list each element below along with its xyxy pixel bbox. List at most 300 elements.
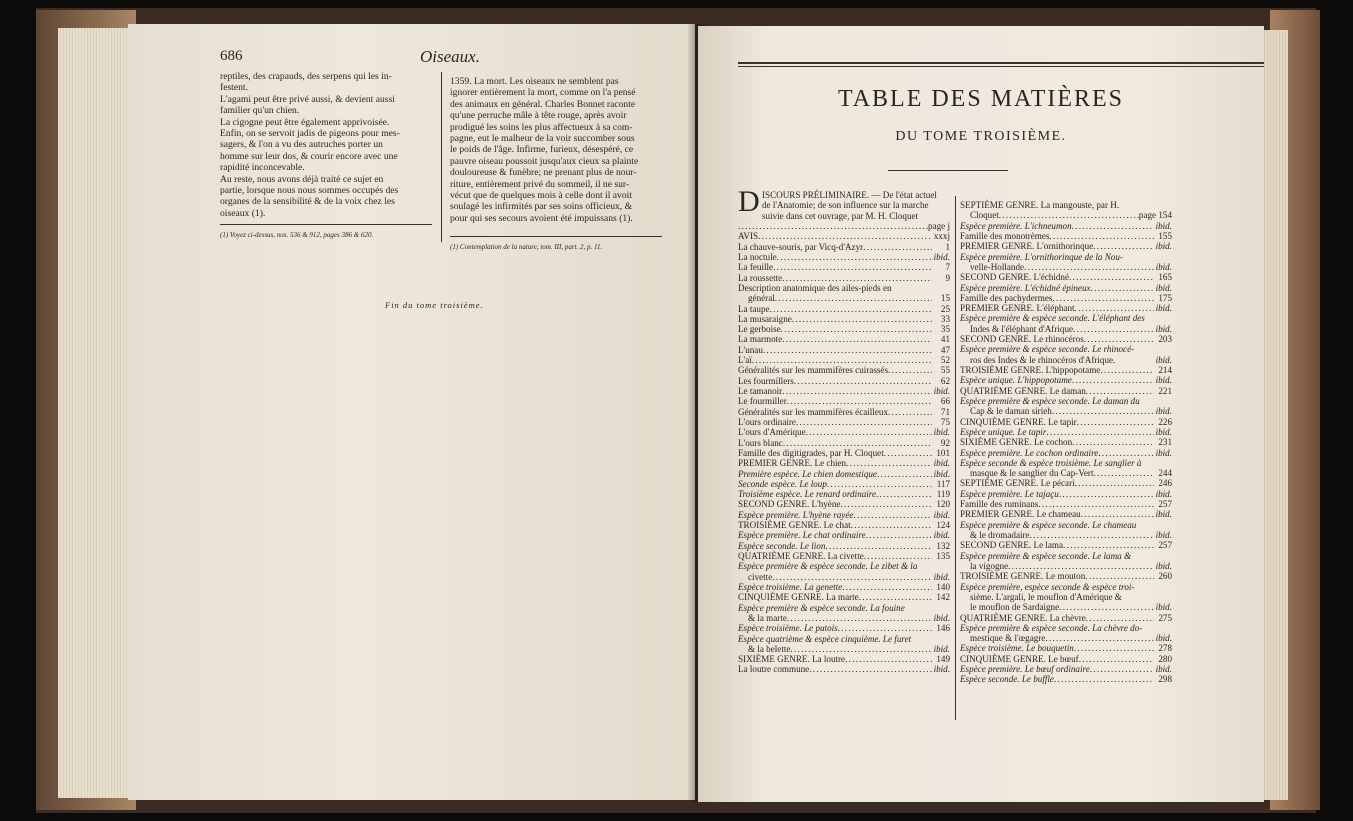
toc-leader-dots <box>752 355 932 365</box>
toc-entry <box>738 252 950 262</box>
toc-entry-page: 221 <box>1158 385 1172 396</box>
toc-entry-title: Espèce seconde & espèce troisième. Le sanglier à <box>960 457 1142 468</box>
toc-entry-page: ibid. <box>1155 530 1172 540</box>
toc-entry-page: ibid. <box>1155 220 1172 231</box>
toc-leader-dots <box>840 499 932 509</box>
toc-entry-title: CINQUIÈME GENRE. Le tapir <box>960 416 1077 427</box>
toc-leader-dots <box>787 396 932 406</box>
text-line: ISCOURS PRÉLIMINAIRE. — De l'état actuel <box>762 190 937 200</box>
toc-entry <box>960 530 1172 540</box>
toc-entry <box>738 479 950 489</box>
toc-entry-title: Espèce seconde. Le lion <box>738 540 826 551</box>
left-page-column-2 <box>450 76 664 224</box>
text-line: familier qu'un chien. <box>220 105 300 117</box>
toc-entry <box>960 200 1172 210</box>
toc-entry-title: Espèce première. Le chat ordinaire <box>738 530 866 541</box>
toc-entry-page: 55 <box>940 365 950 376</box>
toc-entry-page: ibid. <box>1155 323 1172 334</box>
toc-entry-title: Première espèce. Le chien domestique <box>738 468 877 479</box>
toc-entry-title: velle-Hollande <box>970 261 1025 272</box>
text-line: pauvre oiseau poussoit jusqu'aux cieux sa plainte <box>450 155 639 167</box>
toc-entry <box>960 602 1172 612</box>
toc-entry-page: ibid. <box>1155 282 1172 293</box>
toc-entry-page: 226 <box>1158 416 1172 427</box>
text-line: Enfin, on se servoit jadis de pigeons pour mes- <box>220 128 400 140</box>
toc-entry <box>738 520 950 530</box>
toc-leader-dots <box>777 252 932 262</box>
toc-entry-page: xxxj <box>933 231 950 242</box>
toc-entry-title: SECOND GENRE. Le rhinocéros <box>960 334 1084 345</box>
text-line: soulagé les infirmités par ses soins officieux, & <box>450 201 633 213</box>
toc-entry-page <box>932 561 950 571</box>
toc-entry-page <box>932 634 950 644</box>
toc-entry-page: ibid. <box>933 571 950 582</box>
toc-entry-page: 278 <box>1158 643 1172 654</box>
toc-entry-page: 257 <box>1158 499 1172 510</box>
toc-entry-title: masque & le sanglier du Cap-Vert <box>970 468 1094 479</box>
toc-entry-page: 142 <box>936 592 950 603</box>
toc-entry-page: ibid. <box>1155 488 1172 499</box>
toc-column-left <box>738 221 950 675</box>
toc-entry-page: ibid. <box>1155 560 1172 571</box>
toc-entry <box>960 417 1172 427</box>
toc-entry-title: La musaraigne <box>738 313 792 324</box>
toc-leader-dots <box>1074 643 1154 653</box>
toc-entry-page: 66 <box>940 396 950 407</box>
toc-leader-dots <box>888 365 932 375</box>
toc-leader-dots <box>1086 386 1154 396</box>
toc-entry <box>738 293 950 303</box>
toc-leader-dots <box>864 551 932 561</box>
toc-entry-page: 9 <box>945 272 950 283</box>
toc-entry-title: TROISIÈME GENRE. Le chat <box>738 520 851 531</box>
toc-entry-title: L'unau <box>738 344 763 355</box>
toc-entry-page: ibid. <box>1155 447 1172 458</box>
toc-entry <box>738 242 950 252</box>
toc-entry-title: L'ours d'Amérique <box>738 427 806 438</box>
toc-entry-title: Espèce troisième. Le putois <box>738 623 838 634</box>
text-line: suivie dans cet ouvrage, par M. H. Cloquet <box>762 210 919 221</box>
toc-entry-page <box>1154 252 1172 262</box>
toc-leader-dots <box>1024 262 1154 272</box>
toc-leader-dots <box>851 520 932 530</box>
toc-entry-page: 275 <box>1158 612 1172 623</box>
toc-entry-title: SEPTIÈME GENRE. Le pécari <box>960 478 1075 489</box>
toc-entry-page: 246 <box>1158 478 1172 489</box>
toc-entry-title: Troisième espèce. Le renard ordinaire <box>738 489 876 500</box>
toc-leader-dots <box>884 448 932 458</box>
toc-entry-title: L'aï <box>738 355 752 366</box>
text-line: homme sur leur dos, & courir encore avec une <box>220 150 398 162</box>
toc-entry <box>738 561 950 571</box>
toc-entry <box>738 386 950 396</box>
toc-entry-title: L'ours ordinaire <box>738 416 796 427</box>
toc-entry <box>738 262 950 272</box>
toc-entry <box>960 592 1172 602</box>
toc-entry-title: La marmote <box>738 334 783 345</box>
toc-entry-page: 257 <box>1158 540 1172 551</box>
toc-entry-page: ibid. <box>1155 426 1172 437</box>
page-number: 686 <box>220 48 243 64</box>
text-line: L'agami peut être privé aussi, & devient aussi <box>220 93 395 105</box>
text-line: oiseaux (1). <box>220 207 266 219</box>
text-line: vécut que de quelques mois à celle dont il avoit <box>450 190 632 202</box>
toc-leader-dots <box>792 314 932 324</box>
toc-entry-page: ibid. <box>933 251 950 262</box>
toc-leader-dots <box>1072 375 1154 385</box>
toc-entry-page: page 154 <box>1138 210 1172 221</box>
toc-entry-page <box>1154 623 1172 633</box>
toc-entry-title: PREMIER GENRE. Le chameau <box>960 509 1081 520</box>
toc-entry <box>960 540 1172 550</box>
toc-entry <box>738 438 950 448</box>
toc-entry <box>738 603 950 613</box>
text-line: Au reste, nous avons déjà traité ce sujet en <box>220 173 384 185</box>
toc-leader-dots <box>809 664 932 674</box>
toc-entry-title: Description anatomique des ailes-pieds en <box>738 282 892 293</box>
toc-entry <box>738 355 950 365</box>
toc-entry-page: ibid. <box>1155 406 1172 417</box>
footnote: (1) Voyez ci-dessus, nos. 536 & 912, pages 386 & 620. <box>220 231 374 239</box>
toc-leader-dots <box>772 572 932 582</box>
toc-entry <box>960 272 1172 282</box>
toc-entry-page <box>1154 458 1172 468</box>
toc-entry-title: Espèce seconde. Le buffle <box>960 674 1054 685</box>
toc-entry-page: 146 <box>936 623 950 634</box>
toc-leader-dots <box>838 623 932 633</box>
toc-leader-dots <box>1100 365 1154 375</box>
toc-entry <box>738 551 950 561</box>
toc-leader-dots <box>859 592 932 602</box>
toc-leader-dots <box>1085 571 1154 581</box>
toc-entry-page: ibid. <box>933 427 950 438</box>
toc-entry <box>960 654 1172 664</box>
toc-entry <box>738 499 950 509</box>
toc-entry <box>738 304 950 314</box>
toc-entry-page: ibid. <box>1155 633 1172 644</box>
toc-leader-dots <box>877 469 932 479</box>
toc-entry-page: ibid. <box>1155 375 1172 386</box>
toc-entry <box>960 674 1172 684</box>
text-line: riture, entièrement privé du sommeil, il ne sur- <box>450 178 630 190</box>
toc-leader-dots <box>806 427 932 437</box>
toc-entry-page: ibid. <box>933 458 950 469</box>
toc-leader-dots <box>783 438 932 448</box>
toc-entry-page: 214 <box>1158 365 1172 375</box>
right-page <box>698 26 1264 802</box>
toc-entry <box>738 324 950 334</box>
running-title: Oiseaux. <box>420 47 480 66</box>
toc-entry-page <box>1154 520 1172 530</box>
toc-entry-title: & la belette <box>748 643 791 654</box>
toc-leader-dots <box>842 582 932 592</box>
toc-entry-page: 120 <box>936 499 950 510</box>
toc-entry-title: Famille des ruminans <box>960 499 1039 510</box>
toc-leader-dots <box>846 458 932 468</box>
toc-entry <box>738 530 950 540</box>
toc-entry-title: mestique & l'œgagre <box>970 633 1046 644</box>
toc-entry-page: 41 <box>940 334 950 345</box>
toc-entry-page: 140 <box>936 581 950 592</box>
toc-entry-page: 101 <box>936 447 950 458</box>
toc-entry <box>738 345 950 355</box>
toc-entry-title: AVIS <box>738 231 759 242</box>
toc-entry <box>960 293 1172 303</box>
toc-entry <box>738 623 950 633</box>
toc-entry <box>960 458 1172 468</box>
toc-leader-dots <box>1098 448 1154 458</box>
toc-leader-dots <box>1059 602 1154 612</box>
toc-entry-page: ibid. <box>933 664 950 675</box>
toc-entry <box>738 283 950 293</box>
toc-entry-title: Généralités sur les mammifères cuirassés <box>738 365 888 376</box>
column-divider <box>441 72 442 242</box>
table-subtitle: DU TOME TROISIÈME. <box>895 129 1067 144</box>
toc-entry-title: Espèce première & espèce seconde. Le daman du <box>960 395 1140 406</box>
toc-leader-dots <box>1084 334 1154 344</box>
toc-entry-page <box>1154 582 1172 592</box>
toc-entry <box>960 241 1172 251</box>
toc-entry-title: SEPTIÈME GENRE. La mangouste, par H. <box>960 200 1120 210</box>
toc-entry-title: SIXIÈME GENRE. La loutre <box>738 654 846 665</box>
toc-entry-title: La roussette <box>738 272 783 283</box>
toc-leader-dots <box>775 293 932 303</box>
toc-entry <box>960 396 1172 406</box>
toc-entry-title: Famille des monotrèmes <box>960 230 1050 241</box>
toc-entry <box>960 283 1172 293</box>
toc-leader-dots <box>790 644 932 654</box>
toc-entry-page: 75 <box>940 416 950 427</box>
toc-leader-dots <box>1059 489 1154 499</box>
text-line: le poids de l'âge. Infirme, furieux, désespéré, ce <box>450 144 634 156</box>
toc-entry-title: Seconde espèce. Le loup <box>738 478 827 489</box>
toc-entry-page: 203 <box>1158 334 1172 345</box>
toc-entry-page: ibid. <box>933 612 950 623</box>
toc-entry <box>960 613 1172 623</box>
toc-entry <box>960 365 1172 375</box>
toc-column-right <box>960 200 1172 685</box>
toc-entry <box>960 468 1172 478</box>
toc-entry-title: Espèce première & espèce seconde. La chèvre do- <box>960 622 1143 633</box>
text-line: organes de la sensibilité & de la voix chez les <box>220 196 395 208</box>
toc-entry <box>960 499 1172 509</box>
toc-leader-dots <box>876 489 932 499</box>
toc-leader-dots <box>1081 509 1154 519</box>
toc-entry-page: 244 <box>1158 468 1172 479</box>
toc-entry-title: & le dromadaire <box>970 530 1030 540</box>
toc-entry <box>738 582 950 592</box>
toc-entry <box>738 489 950 499</box>
toc-entry <box>738 644 950 654</box>
toc-leader-dots <box>825 541 932 551</box>
toc-entry <box>738 273 950 283</box>
toc-entry-page: ibid. <box>933 509 950 520</box>
table-title: TABLE DES MATIÈRES <box>837 86 1125 112</box>
toc-entry <box>960 334 1172 344</box>
toc-entry-page: 25 <box>940 303 950 314</box>
left-page-edges <box>58 28 128 798</box>
toc-entry-page: page j <box>928 221 950 231</box>
toc-entry-title: Le fourmiller <box>738 396 787 407</box>
toc-entry <box>960 633 1172 643</box>
toc-leader-dots <box>853 510 932 520</box>
toc-entry-page: 52 <box>940 355 950 366</box>
toc-leader-dots <box>787 613 932 623</box>
text-line: rapidité inconcevable. <box>220 162 305 174</box>
toc-entry <box>738 654 950 664</box>
toc-leader-dots <box>1079 654 1154 664</box>
toc-entry-title: Espèce première. Le bœuf ordinaire <box>960 664 1090 675</box>
toc-entry-title: La taupe <box>738 303 770 314</box>
toc-leader-dots <box>738 221 928 231</box>
toc-entry <box>960 324 1172 334</box>
left-page <box>128 24 695 800</box>
toc-leader-dots <box>863 242 932 252</box>
toc-entry-title: Espèce troisième. Le bouquetin <box>960 643 1074 654</box>
toc-entry-page: 132 <box>936 540 950 551</box>
toc-entry-page: 1 <box>945 241 950 252</box>
toc-entry-title: la vigogne <box>970 560 1009 571</box>
toc-leader-dots <box>1093 241 1154 251</box>
toc-leader-dots <box>794 376 932 386</box>
toc-leader-dots <box>1049 231 1154 241</box>
toc-entry <box>960 448 1172 458</box>
toc-entry <box>960 303 1172 313</box>
toc-entry-page: ibid. <box>1155 602 1172 613</box>
toc-leader-dots <box>773 262 932 272</box>
toc-leader-dots <box>1072 437 1154 447</box>
toc-entry-title: Espèce première & espèce seconde. Le lama & <box>960 550 1132 561</box>
toc-entry-page <box>932 283 950 293</box>
toc-entry <box>738 231 950 241</box>
toc-entry <box>960 252 1172 262</box>
toc-leader-dots <box>1073 324 1154 334</box>
footnote-rule <box>450 236 662 237</box>
toc-entry-page: 15 <box>940 293 950 304</box>
toc-entry-page: ibid. <box>1155 303 1172 314</box>
toc-entry-title: ros des Indes & le rhinocéros d'Afrique. <box>970 354 1116 365</box>
toc-entry <box>738 634 950 644</box>
toc-leader-dots <box>1075 303 1154 313</box>
toc-entry-title: La noctule <box>738 251 777 262</box>
toc-entry-page: 71 <box>940 406 950 417</box>
toc-entry <box>738 376 950 386</box>
toc-entry-title: Espèce quatrième & espèce cinquième. Le furet <box>738 633 912 644</box>
toc-entry-page: 92 <box>940 437 950 448</box>
toc-entry <box>960 509 1172 519</box>
toc-entry-title: Le gerboise <box>738 324 781 335</box>
toc-entry <box>738 396 950 406</box>
intro-paragraph <box>762 190 952 221</box>
toc-leader-dots <box>1077 417 1154 427</box>
toc-entry-title: La loutre commune <box>738 664 810 675</box>
toc-leader-dots <box>845 654 932 664</box>
text-line: qu'une perruche mâle à tête rouge, après avoir <box>450 110 627 122</box>
toc-leader-dots <box>1086 613 1154 623</box>
toc-entry-title: Espèce première. L'ichneumon <box>960 220 1072 231</box>
toc-entry-page <box>1154 344 1172 354</box>
toc-leader-dots <box>1069 272 1154 282</box>
toc-entry <box>738 221 950 231</box>
text-line: reptiles, des crapauds, des serpens qui les in- <box>220 71 392 82</box>
toc-entry-title: sième. L'argali, le mouflon d'Amérique & <box>970 591 1122 602</box>
footnote: (1) Contemplation de la nature, tom. III, part. 2, p. 11. <box>450 243 603 251</box>
toc-leader-dots <box>1045 633 1154 643</box>
toc-entry-title: Espèce première, espèce seconde & espèce troi- <box>960 581 1135 592</box>
toc-entry-title: TROISIÈME GENRE. L'hippopotame <box>960 365 1101 375</box>
toc-entry-title: Espèce unique. L'hippopotame <box>960 375 1072 386</box>
toc-entry <box>960 664 1172 674</box>
toc-leader-dots <box>763 345 932 355</box>
toc-entry <box>960 582 1172 592</box>
toc-leader-dots <box>888 407 932 417</box>
text-line: 1359. La mort. Les oiseaux ne semblent pas <box>450 76 619 87</box>
toc-leader-dots <box>827 479 932 489</box>
toc-leader-dots <box>1075 478 1154 488</box>
toc-entry-title: Espèce première. Le tajaçu <box>960 488 1059 499</box>
toc-leader-dots <box>999 210 1139 220</box>
toc-leader-dots <box>1063 540 1154 550</box>
toc-entry-title: Espèce première. L'ornithorinque de la Nou- <box>960 251 1123 262</box>
toc-leader-dots <box>781 324 932 334</box>
toc-entry-title: Espèce première. Le cochon ordinaire <box>960 447 1099 458</box>
toc-entry-title: Généralités sur les mammifères écailleux <box>738 406 888 417</box>
toc-entry-title: Espèce première & espèce seconde. L'éléphant des <box>960 313 1145 324</box>
toc-entry-title: PREMIER GENRE. Le chien <box>738 458 847 469</box>
toc-entry-title: SIXIÈME GENRE. Le cochon <box>960 437 1073 448</box>
toc-entry <box>960 623 1172 633</box>
toc-entry <box>960 313 1172 323</box>
toc-entry-page <box>1154 200 1172 210</box>
toc-entry-page <box>1154 313 1172 323</box>
toc-entry-page: 280 <box>1158 653 1172 664</box>
right-page-edges <box>1262 30 1288 800</box>
toc-leader-dots <box>1052 293 1154 303</box>
toc-leader-dots <box>1052 406 1154 416</box>
toc-entry <box>960 386 1172 396</box>
toc-entry <box>738 592 950 602</box>
toc-entry <box>960 643 1172 653</box>
toc-entry-title: Cap & le daman sirieh <box>970 406 1052 417</box>
toc-entry-title: PREMIER GENRE. L'éléphant <box>960 303 1075 314</box>
toc-entry <box>960 561 1172 571</box>
toc-entry-title: Espèce troisième. La genette <box>738 581 843 592</box>
toc-entry-title: Cloquet <box>970 210 999 221</box>
toc-entry-page: 7 <box>945 262 950 273</box>
toc-entry-page: ibid. <box>933 530 950 541</box>
toc-entry-page: 62 <box>940 375 950 386</box>
toc-entry-title: QUATRIÈME GENRE. La civette <box>738 551 864 561</box>
text-line: douloureuse & funèbre; ne prenant plus de nour- <box>450 167 637 179</box>
toc-entry-title: le mouflon de Sardaigne <box>970 602 1060 613</box>
toc-entry-page <box>1154 592 1172 602</box>
text-line: de l'Anatomie; de son influence sur la marche <box>762 200 929 211</box>
toc-leader-dots <box>782 386 932 396</box>
toc-leader-dots <box>1090 664 1154 674</box>
toc-entry-title: La chauve-souris, par Vicq-d'Azyr <box>738 241 864 252</box>
toc-entry-title: QUATRIÈME GENRE. Le daman <box>960 385 1086 396</box>
text-line: festent. <box>220 82 248 94</box>
toc-entry-title: Espèce première & espèce seconde. Le rhinocé- <box>960 344 1135 355</box>
toc-leader-dots <box>1091 283 1154 293</box>
toc-entry-page: 33 <box>940 313 950 324</box>
toc-entry-page <box>1154 396 1172 406</box>
toc-entry <box>738 334 950 344</box>
toc-entry <box>960 231 1172 241</box>
toc-entry-page: ibid. <box>1155 354 1172 365</box>
top-rule <box>738 66 1264 67</box>
toc-entry <box>960 210 1172 220</box>
